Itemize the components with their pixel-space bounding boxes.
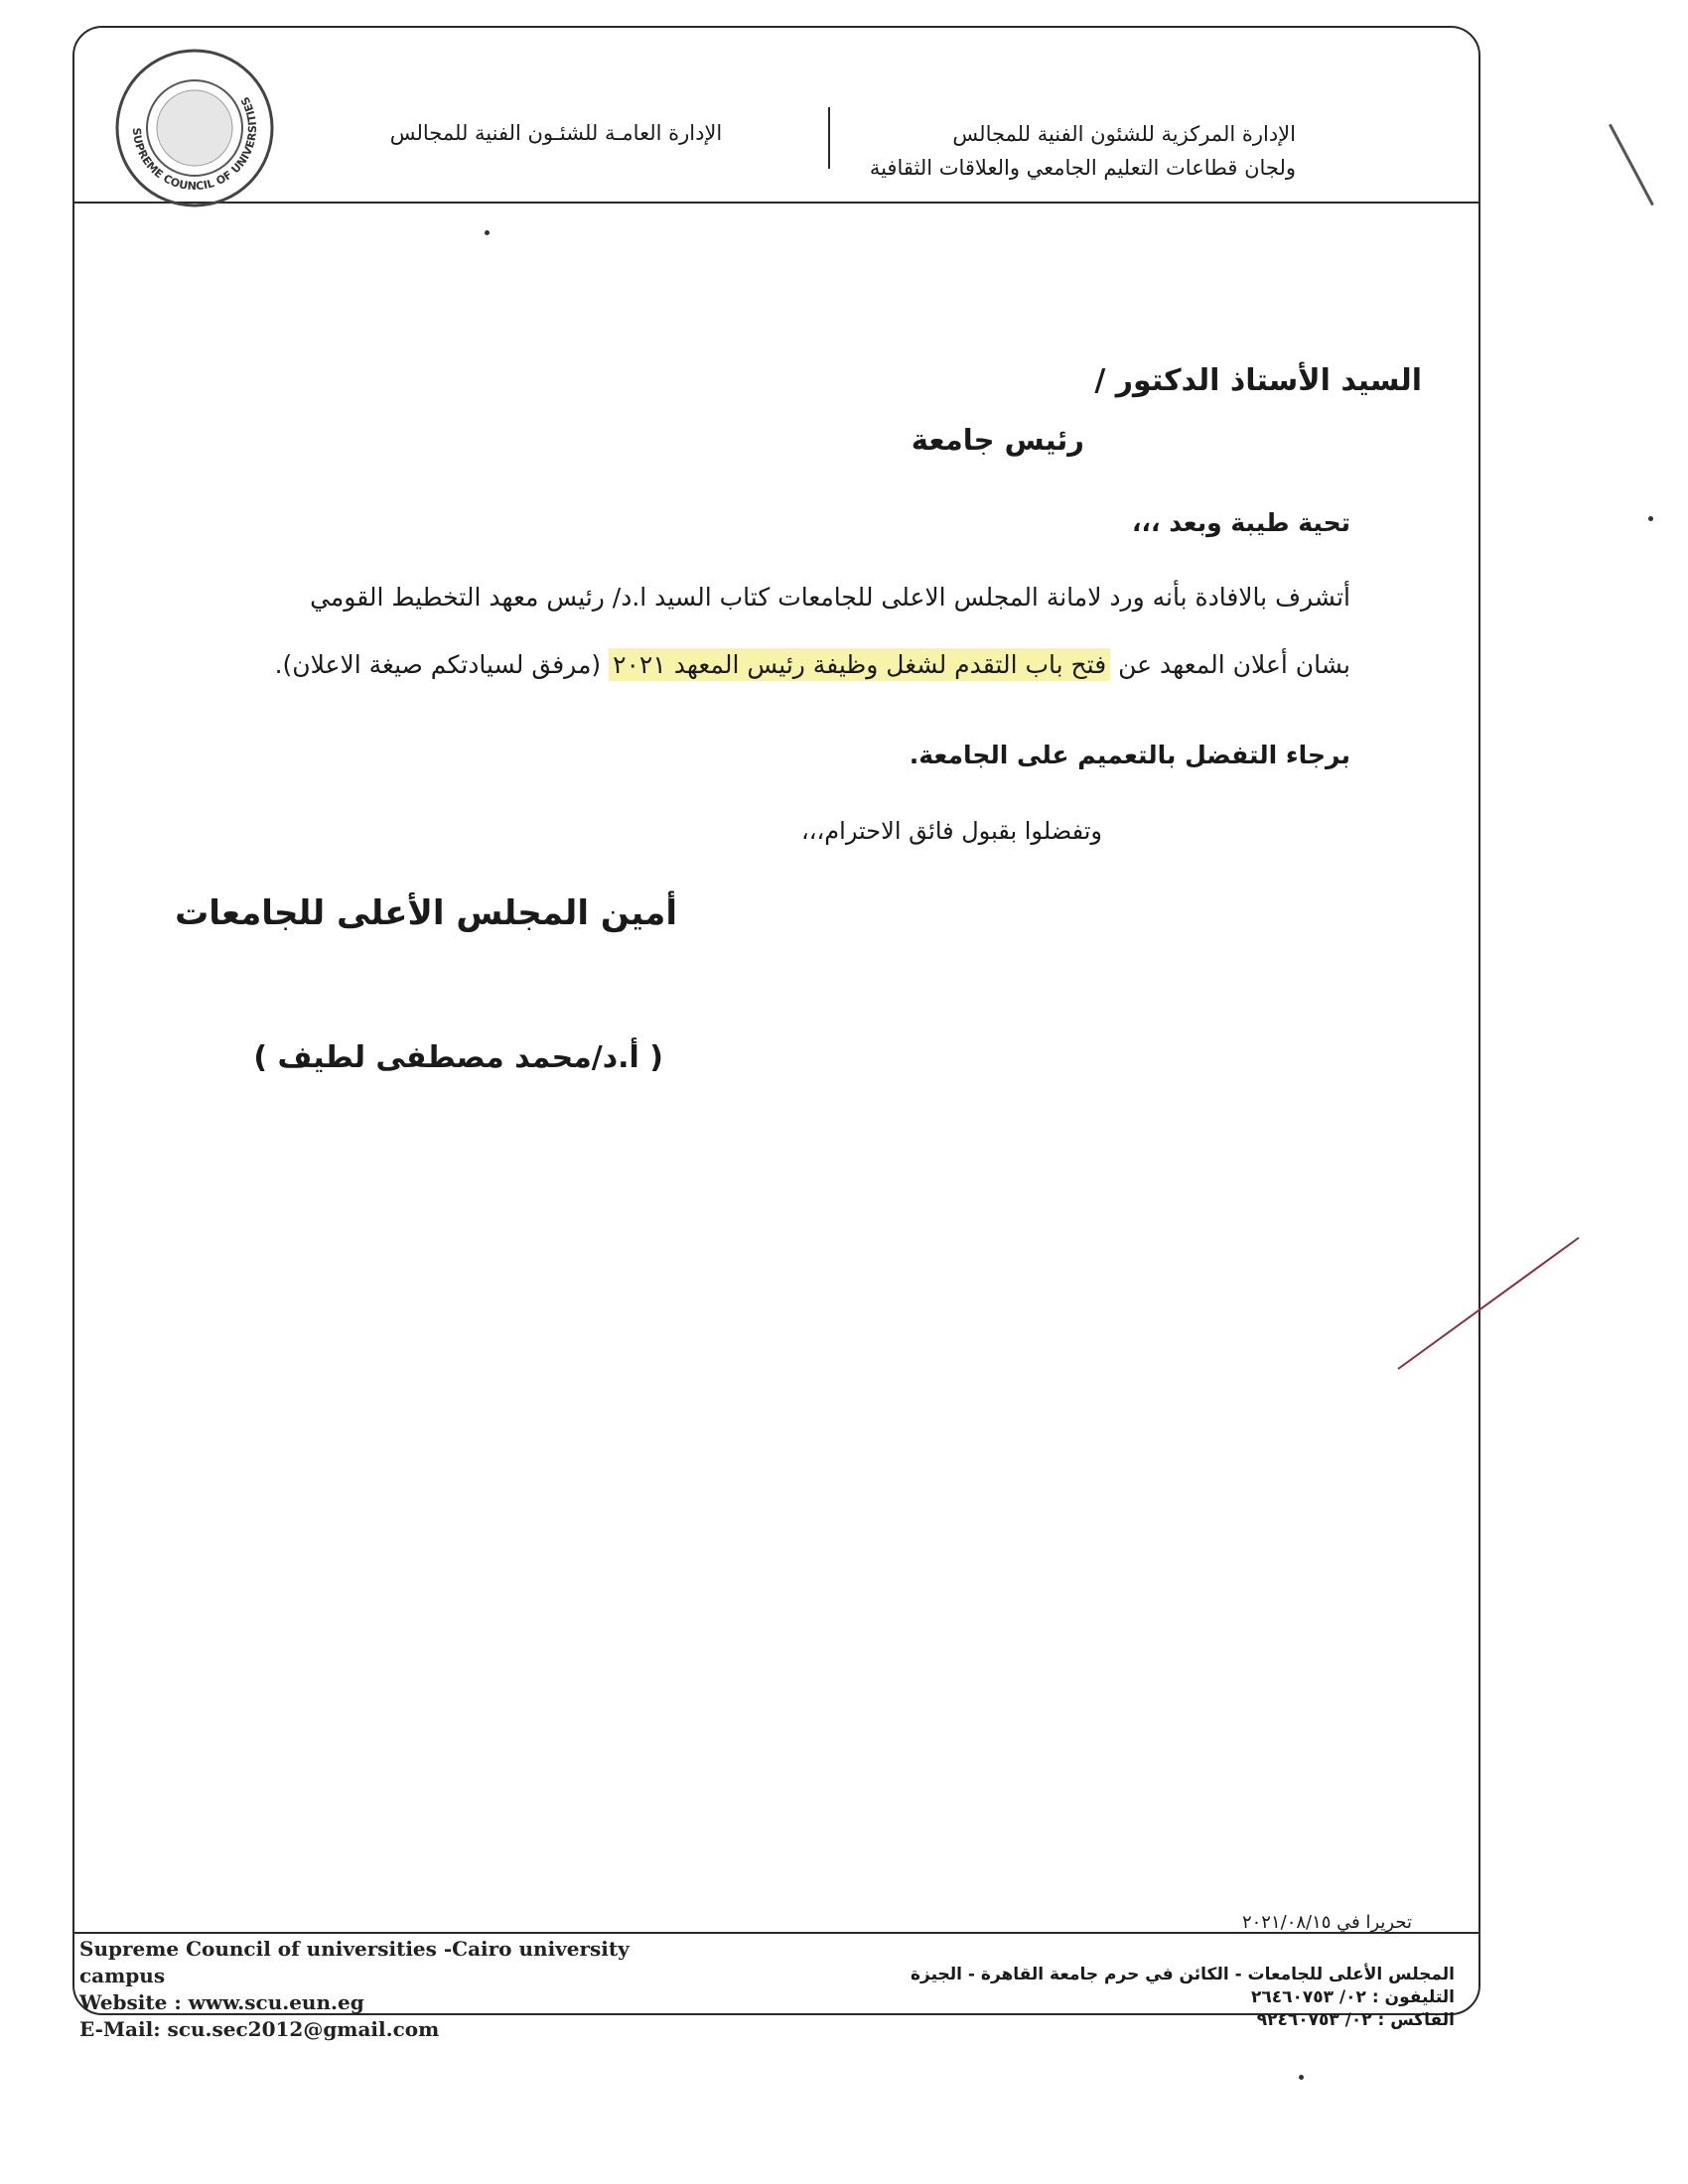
scan-dot — [1299, 2075, 1304, 2080]
body-paragraph-1: أتشرف بالافادة بأنه ورد لامانة المجلس الاعلى للجامعات كتاب السيد ا.د/ رئيس معهد التخطيط القومي — [310, 583, 1350, 612]
recipient-title: رئيس جامعة — [911, 423, 1084, 457]
highlighted-text: فتح باب التقدم لشغل وظيفة رئيس المعهد ٢٠٢١ — [609, 648, 1110, 681]
footer-website: Website : www.scu.eun.eg — [79, 1990, 364, 2014]
page-frame — [72, 26, 1480, 2015]
header-divider-line — [72, 202, 1480, 204]
scan-dot — [485, 230, 490, 235]
footer-address-ar: المجلس الأعلى للجامعات - الكائن في حرم جامعة القاهرة - الجيزة — [911, 1965, 1455, 1984]
closing-line: وتفضلوا بقبول فائق الاحترام،،، — [801, 817, 1102, 845]
header-dept-line1: الإدارة المركزية للشئون الفنية للمجالس — [952, 122, 1296, 146]
issue-date: تحريرا في ٢٠٢١/٠٨/١٥ — [1241, 1912, 1412, 1933]
signatory-title: أمين المجلس الأعلى للجامعات — [175, 893, 677, 933]
header-central-department — [779, 117, 1296, 185]
body-paragraph-2 — [164, 650, 1350, 679]
para2-start: بشان أعلان المعهد عن — [1110, 650, 1350, 679]
footer-english-contact — [79, 1936, 715, 2043]
para2-end: (مرفق لسيادتكم صيغة الاعلان). — [274, 650, 610, 679]
header-general-department: الإدارة العامـة للشئـون الفنية للمجالس — [389, 121, 723, 145]
greeting: تحية طيبة وبعد ،،، — [1132, 508, 1350, 537]
footer-fax: الفاكس : ٠٢/ ٩٢٤٦٠٧٥٣ — [1256, 2010, 1455, 2030]
footer-email: E-Mail: scu.sec2012@gmail.com — [79, 2017, 440, 2041]
signatory-name: ( أ.د/محمد مصطفى لطيف ) — [253, 1040, 663, 1075]
pen-stroke-mark — [1609, 124, 1654, 206]
seal-text: SUPREME COUNCIL OF UNIVERSITIES — [129, 94, 260, 194]
footer-arabic-contact — [899, 1964, 1455, 2032]
council-seal-logo — [114, 48, 275, 208]
header-dept-line2: ولجان قطاعات التعليم الجامعي والعلاقات الثقافية — [869, 156, 1296, 180]
scan-dot — [1648, 516, 1653, 521]
footer-address-en: Supreme Council of universities -Cairo university campus — [79, 1937, 630, 1987]
salutation: السيد الأستاذ الدكتور / — [1094, 363, 1422, 398]
request-line: برجاء التفضل بالتعميم على الجامعة. — [909, 741, 1350, 769]
footer-phone: التليفون : ٠٢/ ٢٦٤٦٠٧٥٣ — [1251, 1987, 1455, 2007]
